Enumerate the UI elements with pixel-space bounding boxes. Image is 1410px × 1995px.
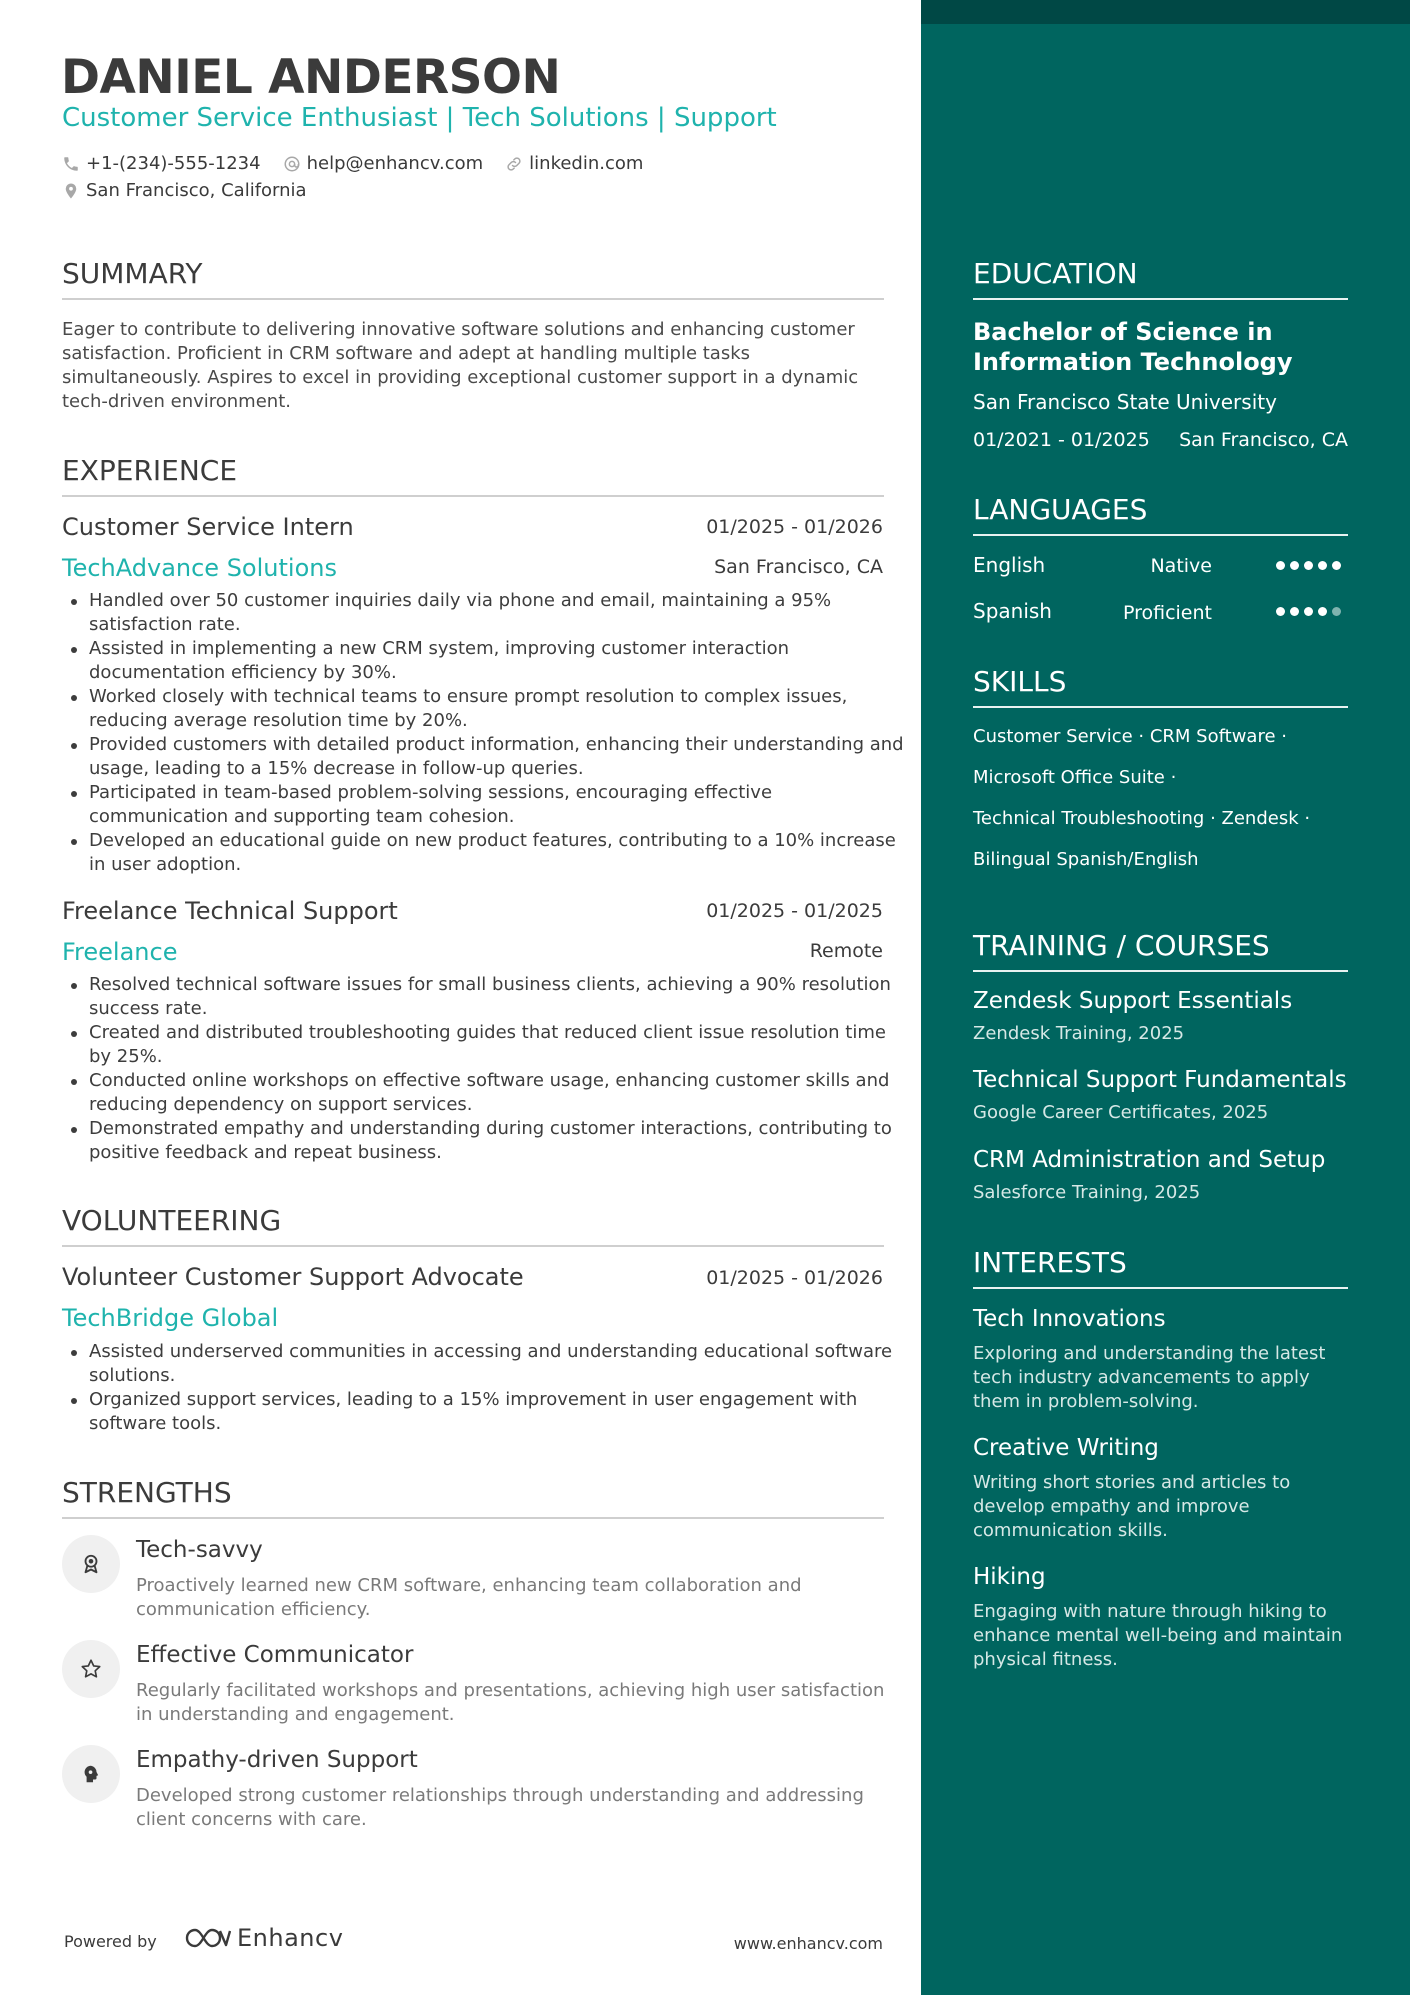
- language-name: Spanish: [973, 599, 1052, 623]
- job-location: San Francisco, CA: [714, 556, 883, 578]
- enhancv-logo[interactable]: [183, 1924, 343, 1952]
- job-title: Freelance Technical Support: [62, 897, 398, 925]
- education-degree: Bachelor of Science in Information Technology: [973, 318, 1293, 376]
- rating-dot: [1304, 561, 1313, 570]
- award-icon: [80, 1553, 102, 1575]
- bullet-item: Participated in team-based problem-solving sessions, encouraging effective communication and supporting team cohesion.: [89, 781, 911, 829]
- job-company: Freelance: [62, 938, 178, 966]
- experience-heading: EXPERIENCE: [62, 454, 884, 497]
- link-icon: [505, 155, 523, 173]
- linkedin-text: linkedin.com: [529, 153, 644, 174]
- strength-desc: Developed strong customer relationships through understanding and addressing client concerns with care.: [136, 1785, 864, 1830]
- job-bullets: [62, 589, 911, 877]
- strength-icon-wrap: [62, 1640, 120, 1698]
- footer-url[interactable]: www.enhancv.com: [733, 1934, 883, 1953]
- rating-dot: [1304, 607, 1313, 616]
- strength-icon-wrap: [62, 1535, 120, 1593]
- at-icon: [283, 155, 301, 173]
- rating-dot: [1290, 607, 1299, 616]
- interest-desc: Exploring and understanding the latest tech industry advancements to apply them in problem-solving.: [973, 1343, 1326, 1412]
- bullet-item: Provided customers with detailed product information, enhancing their understanding and usage, leading to a 15% decrease in follow-up queries.: [89, 733, 911, 781]
- enhancv-brand-text: Enhancv: [237, 1924, 344, 1952]
- strengths-heading: STRENGTHS: [62, 1476, 884, 1519]
- bullet-item: Organized support services, leading to a 15% improvement in user engagement with software tools.: [89, 1388, 911, 1436]
- bullet-item: Created and distributed troubleshooting guides that reduced client issue resolution time by 25%.: [89, 1021, 911, 1069]
- strength-title: Empathy-driven Support: [136, 1747, 418, 1773]
- skill-line: Microsoft Office Suite ·: [973, 767, 1177, 788]
- enhancv-logo-icon: [183, 1925, 231, 1951]
- bullet-item: Resolved technical software issues for small business clients, achieving a 90% resolution success rate.: [89, 973, 911, 1021]
- skill-line: Customer Service · CRM Software ·: [973, 726, 1287, 747]
- rating-dot: [1290, 561, 1299, 570]
- strength-desc: Regularly facilitated workshops and presentations, achieving high user satisfaction in understanding and engagement.: [136, 1680, 885, 1725]
- language-rating: [1276, 561, 1346, 570]
- job-location: Remote: [809, 940, 883, 962]
- education-school: San Francisco State University: [973, 390, 1277, 414]
- education-heading: EDUCATION: [973, 257, 1348, 300]
- course-title: Zendesk Support Essentials: [973, 988, 1293, 1014]
- sidebar: [921, 0, 1410, 1995]
- strength-title: Effective Communicator: [136, 1642, 414, 1668]
- rating-dot: [1318, 561, 1327, 570]
- phone-icon: [62, 155, 80, 173]
- interest-title: Hiking: [973, 1564, 1046, 1590]
- bullet-item: Assisted in implementing a new CRM system, improving customer interaction documentation efficiency by 30%.: [89, 637, 911, 685]
- course-title: CRM Administration and Setup: [973, 1147, 1326, 1173]
- bullet-item: Handled over 50 customer inquiries daily via phone and email, maintaining a 95% satisfaction rate.: [89, 589, 911, 637]
- bullet-item: Demonstrated empathy and understanding during customer interactions, contributing to positive feedback and repeat business.: [89, 1117, 911, 1165]
- job-title: Customer Service Intern: [62, 513, 354, 541]
- education-location: San Francisco, CA: [1179, 429, 1348, 451]
- rating-dot-empty: [1332, 607, 1341, 616]
- course-provider: Zendesk Training, 2025: [973, 1023, 1185, 1044]
- languages-heading: LANGUAGES: [973, 493, 1348, 536]
- location-text: San Francisco, California: [86, 180, 307, 201]
- location-item: [62, 180, 307, 201]
- language-rating: [1276, 607, 1346, 616]
- interests-heading: INTERESTS: [973, 1246, 1348, 1289]
- language-level: Native: [1150, 555, 1212, 577]
- strength-desc: Proactively learned new CRM software, enhancing team collaboration and communication efficiency.: [136, 1575, 802, 1620]
- interest-title: Creative Writing: [973, 1435, 1159, 1461]
- contact-row: [62, 153, 665, 174]
- rating-dot: [1332, 561, 1341, 570]
- interest-title: Tech Innovations: [973, 1306, 1166, 1332]
- skill-line: Bilingual Spanish/English: [973, 849, 1199, 870]
- skill-line: Technical Troubleshooting · Zendesk ·: [973, 808, 1311, 829]
- interest-desc: Engaging with nature through hiking to enhance mental well-being and maintain physical fitness.: [973, 1601, 1343, 1670]
- volunteering-heading: VOLUNTEERING: [62, 1204, 884, 1247]
- interest-desc: Writing short stories and articles to develop empathy and improve communication skills.: [973, 1472, 1291, 1541]
- summary-heading: SUMMARY: [62, 257, 884, 300]
- phone-text: +1-(234)-555-1234: [86, 153, 261, 174]
- sidebar-top-band: [921, 0, 1410, 24]
- job-dates: 01/2025 - 01/2026: [706, 516, 883, 538]
- email-item[interactable]: [283, 153, 484, 174]
- volunteer-dates: 01/2025 - 01/2026: [706, 1267, 883, 1289]
- email-text: help@enhancv.com: [306, 153, 484, 174]
- course-provider: Google Career Certificates, 2025: [973, 1102, 1269, 1123]
- rating-dot: [1276, 561, 1285, 570]
- volunteer-bullets: [62, 1340, 911, 1436]
- powered-by-label: Powered by: [64, 1932, 157, 1951]
- skills-heading: SKILLS: [973, 665, 1348, 708]
- bullet-item: Conducted online workshops on effective software usage, enhancing customer skills and reducing dependency on support services.: [89, 1069, 911, 1117]
- job-company: TechAdvance Solutions: [62, 554, 337, 582]
- candidate-name: DANIEL ANDERSON: [61, 50, 561, 105]
- strength-title: Tech-savvy: [136, 1537, 263, 1563]
- job-dates: 01/2025 - 01/2025: [706, 900, 883, 922]
- training-heading: TRAINING / COURSES: [973, 929, 1348, 972]
- job-bullets: [62, 973, 911, 1165]
- volunteer-org: TechBridge Global: [62, 1304, 279, 1332]
- summary-text: Eager to contribute to delivering innovative software solutions and enhancing customer satisfaction. Proficient in CRM software and adept at handling multiple tasks simultaneously. Aspires to excel in providing exceptional customer support in a dynamic tech-driven environment.: [62, 319, 859, 412]
- linkedin-item[interactable]: [505, 153, 643, 174]
- volunteer-role: Volunteer Customer Support Advocate: [62, 1263, 524, 1291]
- course-title: Technical Support Fundamentals: [973, 1067, 1347, 1093]
- location-row: [62, 180, 329, 201]
- course-provider: Salesforce Training, 2025: [973, 1182, 1201, 1203]
- location-pin-icon: [62, 182, 80, 200]
- star-icon: [80, 1658, 102, 1680]
- rating-dot: [1318, 607, 1327, 616]
- education-dates: 01/2021 - 01/2025: [973, 429, 1150, 451]
- tagline: Customer Service Enthusiast | Tech Solutions | Support: [62, 103, 777, 133]
- phone-item: [62, 153, 261, 174]
- strength-icon-wrap: [62, 1745, 120, 1803]
- head-icon: [80, 1763, 102, 1785]
- rating-dot: [1276, 607, 1285, 616]
- bullet-item: Worked closely with technical teams to ensure prompt resolution to complex issues, reducing average resolution time by 20%.: [89, 685, 911, 733]
- bullet-item: Assisted underserved communities in accessing and understanding educational software solutions.: [89, 1340, 911, 1388]
- language-name: English: [973, 553, 1046, 577]
- bullet-item: Developed an educational guide on new product features, contributing to a 10% increase in user adoption.: [89, 829, 911, 877]
- language-level: Proficient: [1122, 602, 1212, 624]
